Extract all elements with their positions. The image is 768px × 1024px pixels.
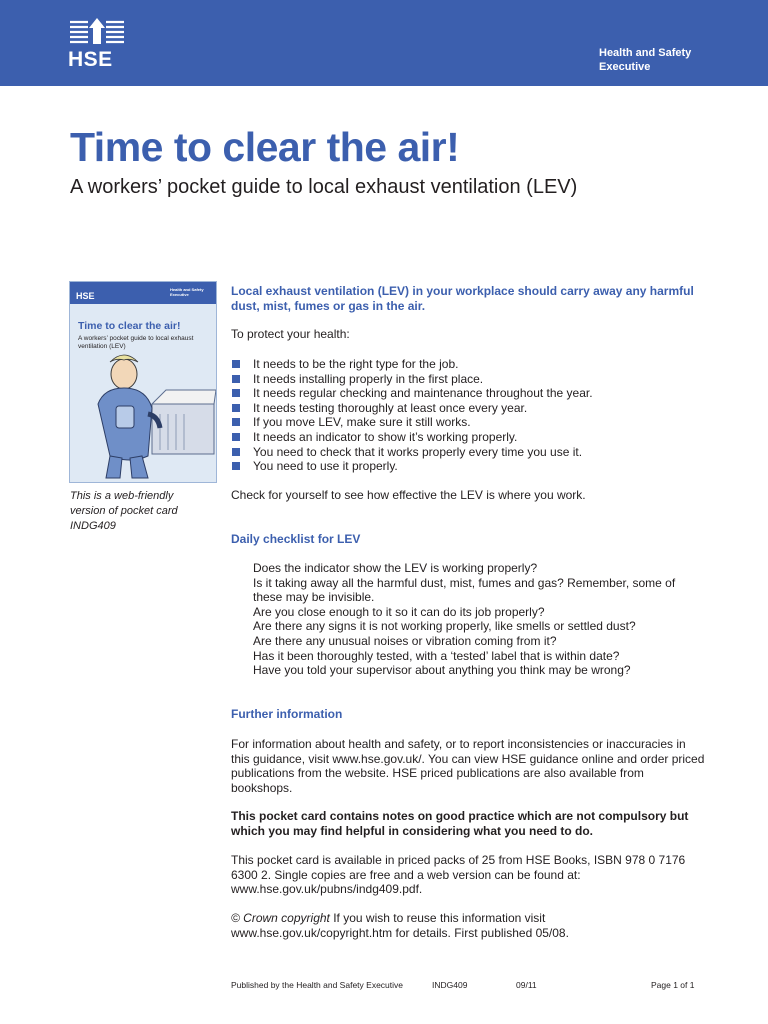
square-bullet-icon: [232, 360, 240, 368]
page-title: Time to clear the air!: [70, 124, 460, 170]
list-item: [231, 415, 593, 430]
cover-org-text: Health and Safety Executive: [170, 287, 204, 297]
requirements-list: [231, 357, 593, 474]
further-paragraph-2: This pocket card contains notes on good practice which are not compulsory but which you may find helpful in considering what you need to do.: [231, 809, 689, 838]
square-bullet-icon: [232, 375, 240, 383]
org-line-2: Executive: [599, 61, 651, 73]
copyright-text: If you wish to reuse this information visit www.hse.gov.uk/copyright.htm for details. First published 05/08.: [231, 911, 569, 940]
list-item: [231, 430, 593, 445]
list-item: [231, 357, 593, 372]
pocket-card-cover-image: [69, 281, 217, 483]
checklist-heading: Daily checklist for LEV: [231, 532, 361, 546]
further-paragraph-1: For information about health and safety, or to report inconsistencies or inaccuracies in this guidance, visit www.hse.gov.uk/. You can view HSE guidance online and order priced publications from the website. HSE priced publications are also available from bookshops.: [231, 737, 705, 795]
page-subtitle: A workers’ pocket guide to local exhaust ventilation (LEV): [70, 176, 578, 198]
list-item-text: It needs testing thoroughly at least once every year.: [253, 400, 528, 415]
list-item-text: It needs regular checking and maintenance throughout the year.: [253, 386, 593, 401]
cover-subtitle: A workers’ pocket guide to local exhaust ventilation (LEV): [78, 335, 194, 350]
cover-title: Time to clear the air!: [78, 320, 181, 332]
list-item-text: If you move LEV, make sure it still works.: [253, 415, 471, 430]
square-bullet-icon: [232, 448, 240, 456]
copyright-label: © Crown copyright: [231, 911, 330, 925]
list-item: [231, 401, 593, 416]
cover-caption: This is a web-friendly version of pocket card INDG409: [70, 490, 178, 532]
square-bullet-icon: [232, 433, 240, 441]
org-line-1: Health and Safety: [599, 47, 692, 59]
footer-page-number: Page 1 of 1: [651, 980, 695, 990]
list-item: [231, 386, 593, 401]
checklist-item: Does the indicator show the LEV is working properly?: [253, 561, 538, 575]
intro-lead: Local exhaust ventilation (LEV) in your workplace should carry away any harmful dust, mist, fumes or gas in the air.: [231, 284, 694, 313]
list-item-text: You need to use it properly.: [253, 459, 398, 474]
cover-logo-text: HSE: [76, 291, 95, 301]
organisation-name: [599, 46, 719, 74]
worker-illustration-icon: [70, 344, 216, 482]
logo-text: HSE: [68, 48, 113, 71]
list-item: [231, 372, 593, 387]
daily-checklist: [253, 561, 693, 678]
checklist-item: Are there any signs it is not working properly, like smells or settled dust?: [253, 619, 636, 634]
list-item-text: It needs installing properly in the first place.: [253, 371, 484, 386]
checklist-item: Are there any unusual noises or vibration coming from it?: [253, 633, 557, 648]
footer-date: 09/11: [516, 980, 537, 990]
square-bullet-icon: [232, 404, 240, 412]
protect-text: To protect your health:: [231, 327, 350, 341]
further-paragraph-3: This pocket card is available in priced packs of 25 from HSE Books, ISBN 978 0 7176 6300 2. Single copies are free and a web version can be found at: www.hse.gov.uk/pubns/indg409.pdf.: [231, 853, 686, 897]
list-item-text: It needs an indicator to show it’s working properly.: [253, 429, 518, 444]
list-item: [231, 459, 593, 474]
square-bullet-icon: [232, 389, 240, 397]
copyright-notice: [231, 911, 706, 940]
checklist-item: Are you close enough to it so it can do its job properly?: [253, 604, 545, 619]
check-text: Check for yourself to see how effective the LEV is where you work.: [231, 488, 586, 502]
further-heading: Further information: [231, 707, 343, 721]
square-bullet-icon: [232, 418, 240, 426]
checklist-item: Have you told your supervisor about anything you think may be wrong?: [253, 663, 631, 678]
list-item: [231, 445, 593, 460]
header-banner: [0, 0, 768, 86]
footer-publisher: Published by the Health and Safety Executive: [231, 980, 403, 990]
square-bullet-icon: [232, 462, 240, 470]
checklist-item: Is it taking away all the harmful dust, mist, fumes and gas? Remember, some of these may be invisible.: [253, 575, 676, 605]
checklist-item: Has it been thoroughly tested, with a ‘tested’ label that is within date?: [253, 648, 620, 663]
list-item-text: It needs to be the right type for the job.: [253, 357, 459, 371]
list-item-text: You need to check that it works properly every time you use it.: [253, 444, 583, 459]
footer-code: INDG409: [432, 980, 468, 990]
